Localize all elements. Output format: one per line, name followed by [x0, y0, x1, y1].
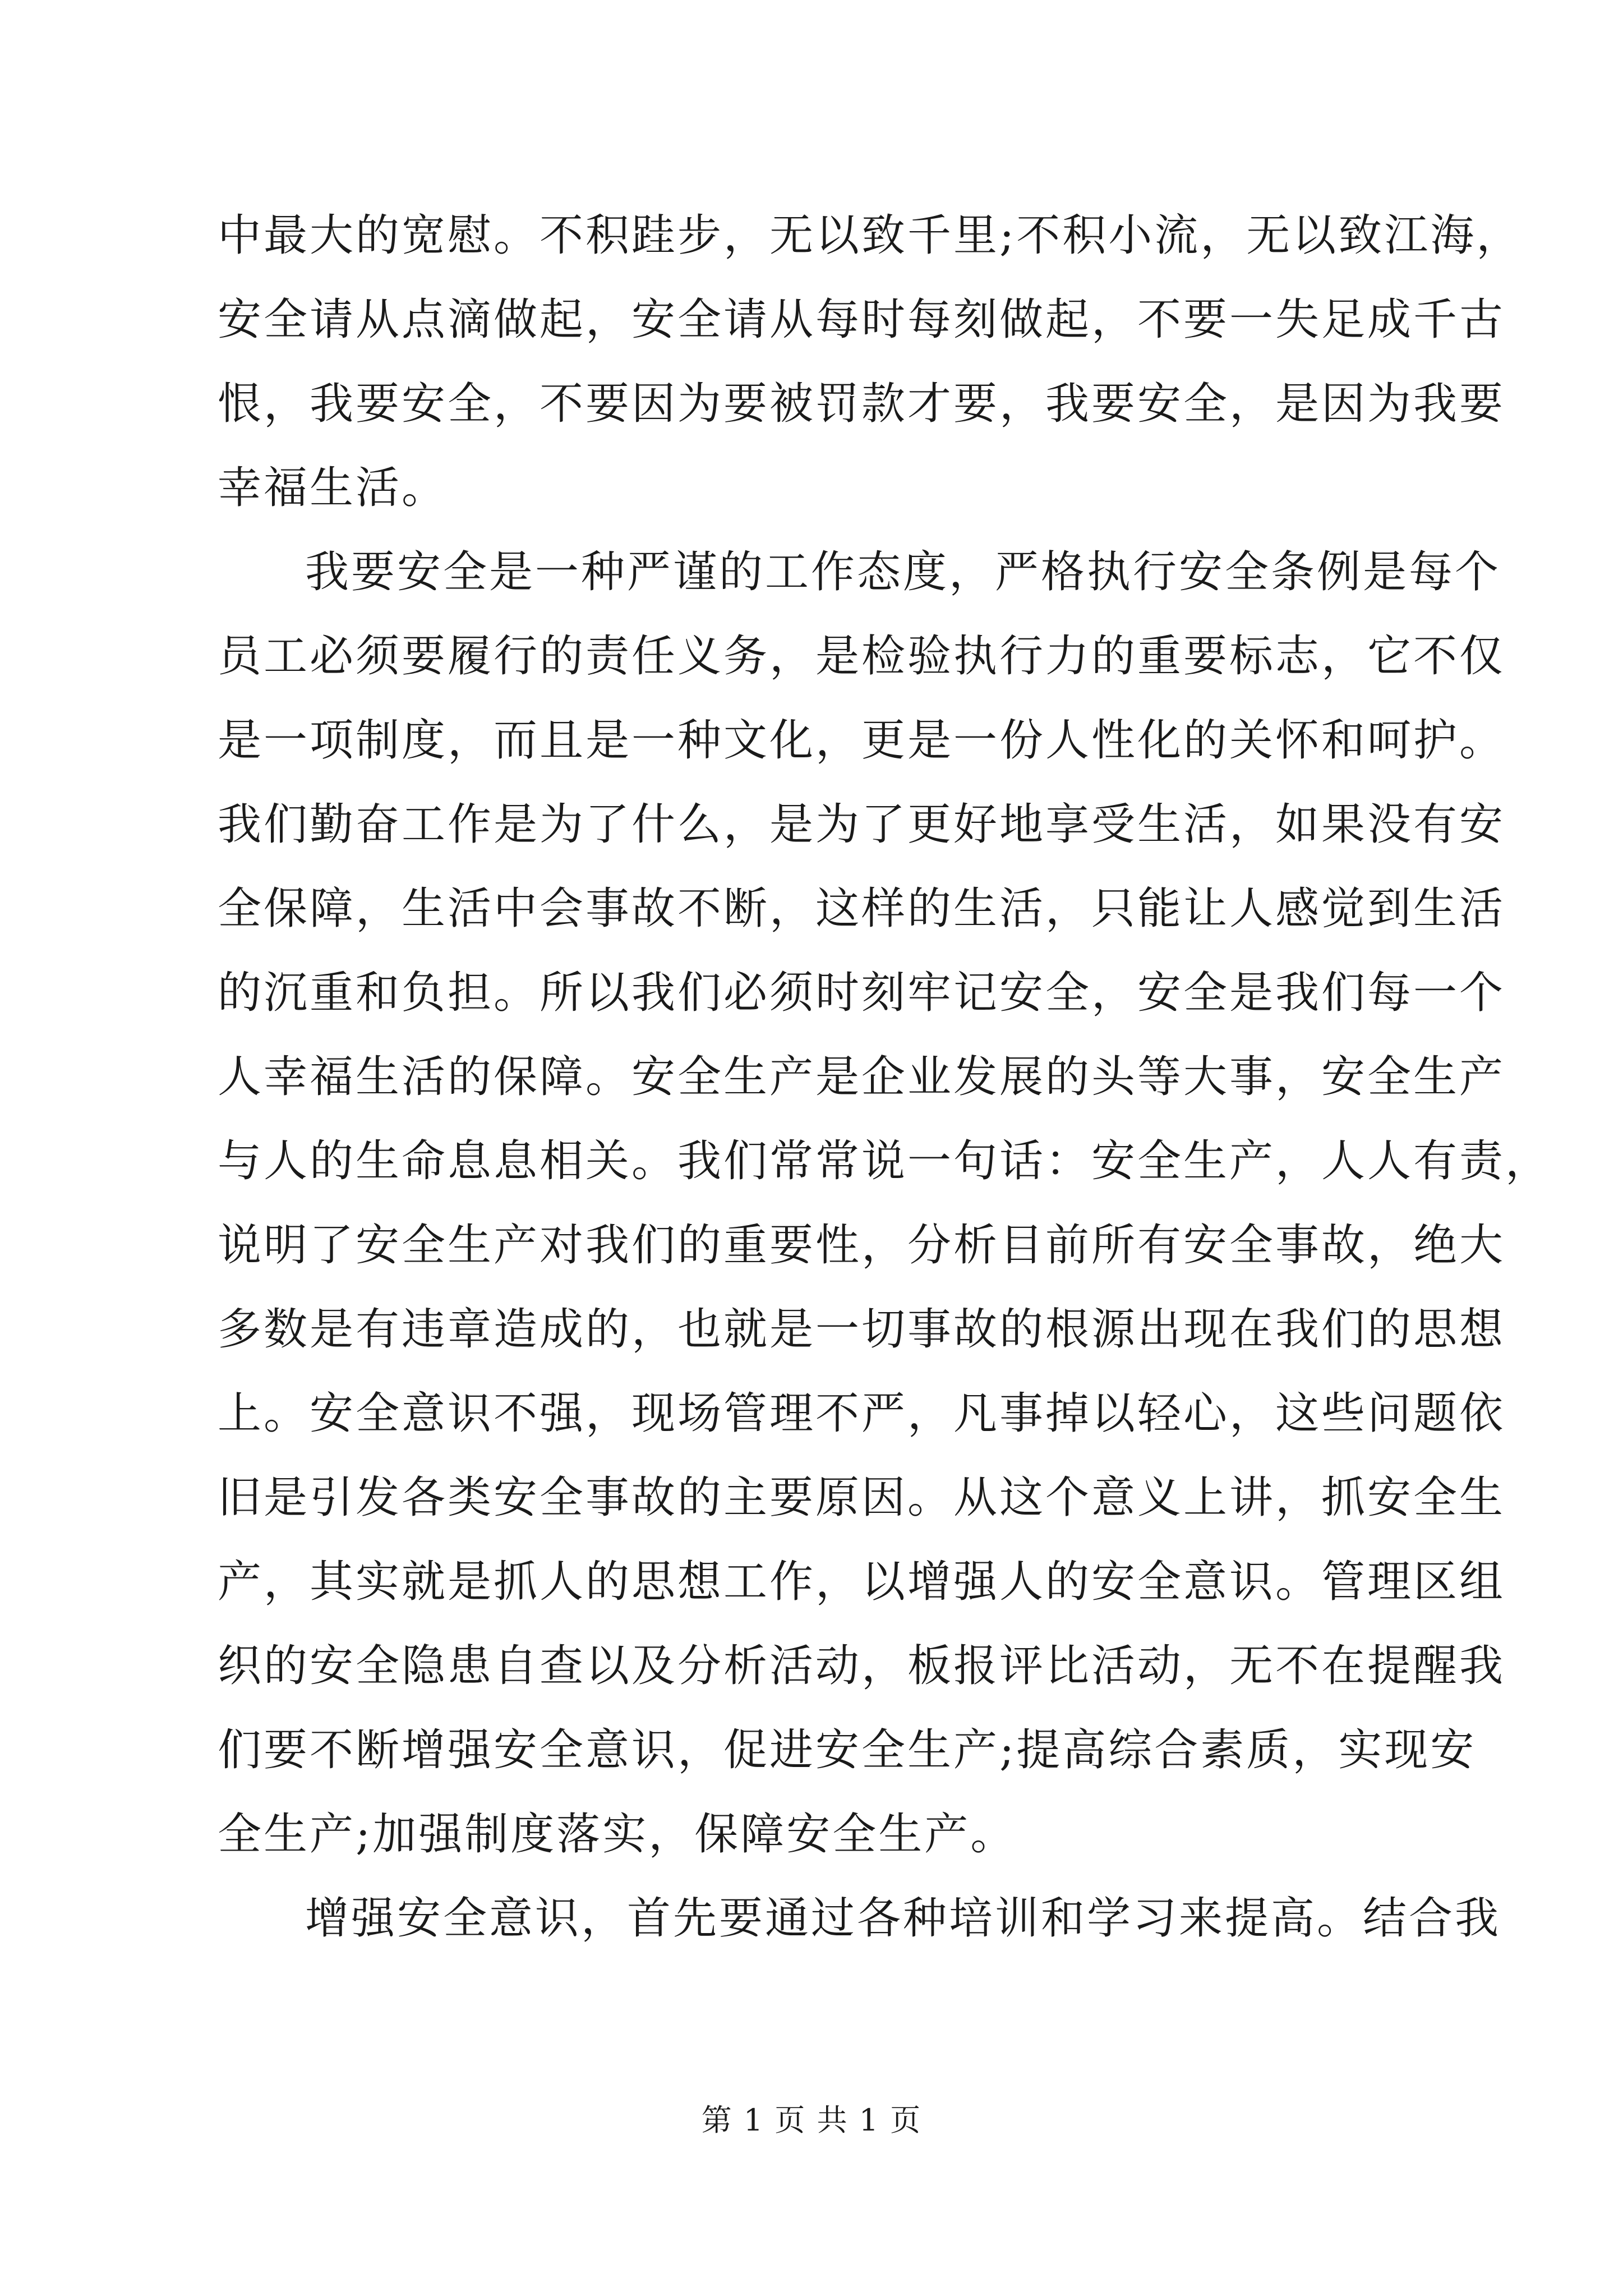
text-line: 全生产;加强制度落实，保障安全生产。	[218, 1809, 1017, 1860]
text-line: 幸福生活。	[218, 463, 448, 513]
text-line: 恨，我要安全，不要因为要被罚款才要，我要安全，是因为我要	[218, 379, 1506, 429]
text-line: 员工必须要履行的责任义务，是检验执行力的重要标志，它不仅	[218, 631, 1506, 682]
paragraph-start-line: 增强安全意识，首先要通过各种培训和学习来提高。结合我	[305, 1893, 1501, 1944]
text-line: 中最大的宽慰。不积跬步，无以致千里;不积小流，无以致江海，	[218, 210, 1523, 261]
text-line: 全保障，生活中会事故不断，这样的生活，只能让人感觉到生活	[218, 884, 1506, 934]
text-line: 的沉重和负担。所以我们必须时刻牢记安全，安全是我们每一个	[218, 968, 1506, 1018]
text-line: 说明了安全生产对我们的重要性，分析目前所有安全事故，绝大	[218, 1220, 1506, 1271]
text-line: 多数是有违章造成的，也就是一切事故的根源出现在我们的思想	[218, 1304, 1506, 1355]
text-line: 们要不断增强安全意识，促进安全生产;提高综合素质，实现安	[218, 1725, 1477, 1775]
text-line: 上。安全意识不强，现场管理不严，凡事掉以轻心，这些问题依	[218, 1388, 1506, 1439]
text-line: 织的安全隐患自查以及分析活动，板报评比活动，无不在提醒我	[218, 1641, 1506, 1691]
text-line: 是一项制度，而且是一种文化，更是一份人性化的关怀和呵护。	[218, 715, 1506, 766]
text-line: 安全请从点滴做起，安全请从每时每刻做起，不要一失足成千古	[218, 295, 1506, 345]
paragraph-start-line: 我要安全是一种严谨的工作态度，严格执行安全条例是每个	[305, 547, 1501, 597]
document-body	[218, 194, 1552, 1961]
text-line: 旧是引发各类安全事故的主要原因。从这个意义上讲，抓安全生	[218, 1473, 1506, 1523]
text-line: 人幸福生活的保障。安全生产是企业发展的头等大事，安全生产	[218, 1052, 1506, 1102]
text-line: 产，其实就是抓人的思想工作，以增强人的安全意识。管理区组	[218, 1557, 1506, 1607]
text-line: 与人的生命息息相关。我们常常说一句话：安全生产，人人有责，	[218, 1136, 1552, 1186]
page-number-footer: 第 1 页 共 1 页	[701, 2102, 922, 2138]
text-line: 我们勤奋工作是为了什么，是为了更好地享受生活，如果没有安	[218, 799, 1506, 850]
